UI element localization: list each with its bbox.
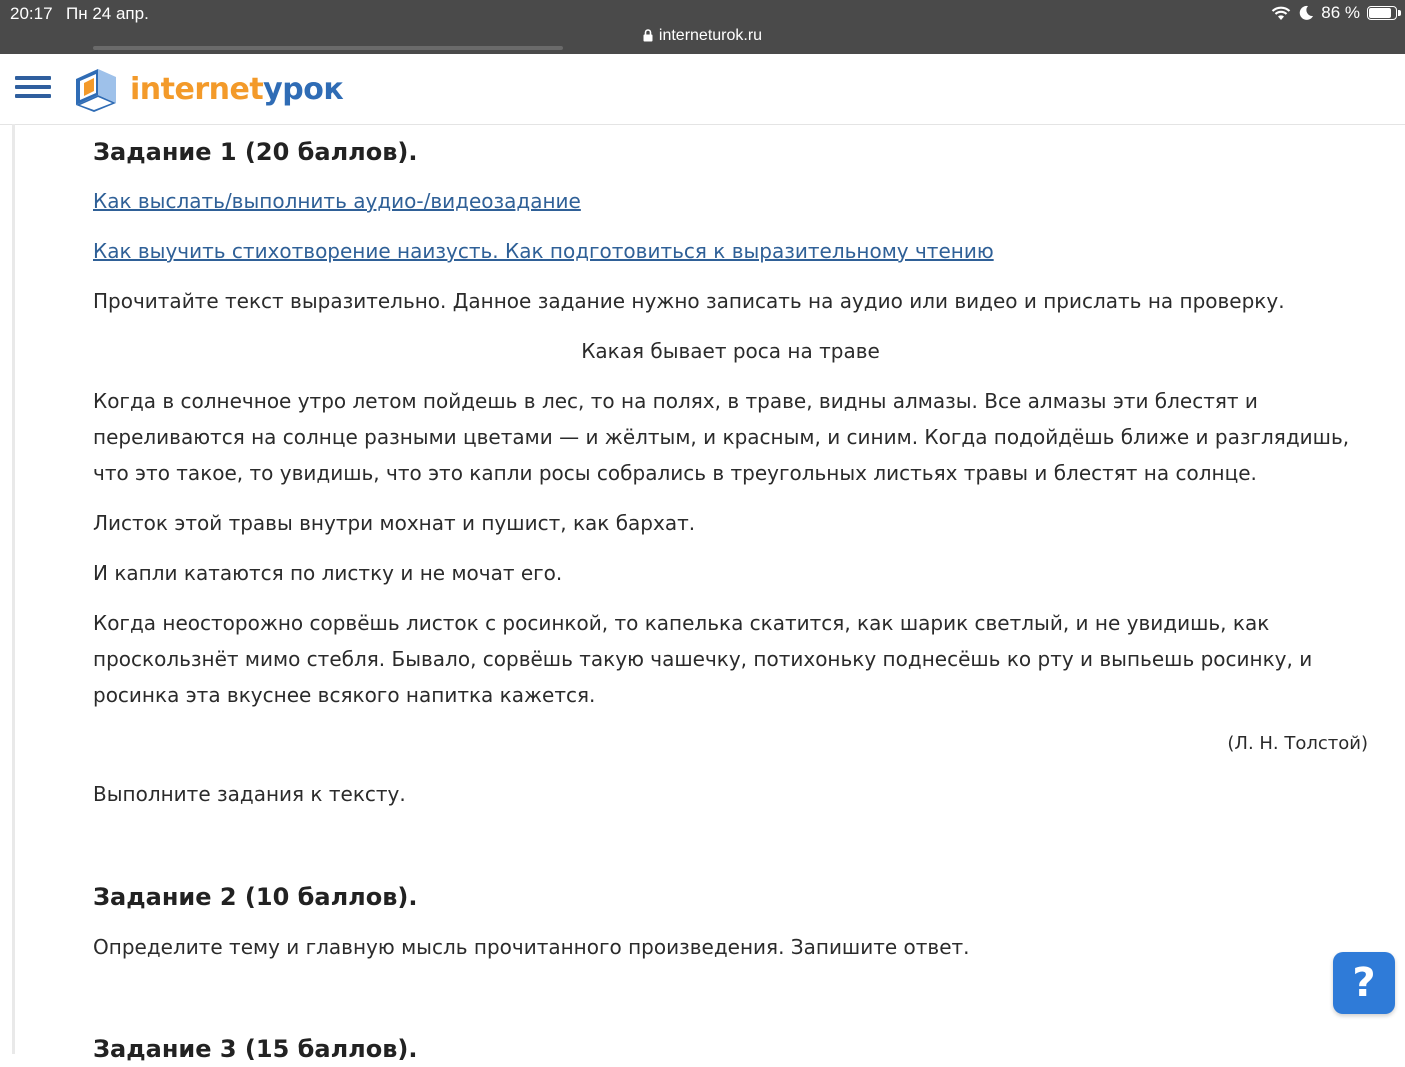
audio-video-task-link[interactable]: Как выслать/выполнить аудио-/видеозадание (93, 189, 581, 213)
site-header (0, 54, 1405, 125)
battery-icon (1367, 6, 1397, 20)
site-logo[interactable] (72, 64, 343, 114)
tasks-instruction: Выполните задания к тексту. (93, 782, 406, 806)
status-indicators (1271, 3, 1397, 23)
author: (Л. Н. Толстой) (1227, 733, 1368, 754)
battery-level (1369, 8, 1391, 18)
battery-percent: 86 % (1321, 3, 1360, 22)
paragraph-1: Когда в солнечное утро летом пойдешь в лес, то на полях, в траве, видны алмазы. Все алмазы эти блестят и переливаются на солнце разными цветами — и жёлтым, и красным, и синим. Когда подойдёшь ближе и разглядишь, что это такое, то увидишь, что это капли росы собрались в треугольных листьях травы и блестят на солнце. (93, 389, 1350, 485)
book-logo-icon (72, 65, 120, 113)
task1-title: Задание 1 (20 баллов). (93, 138, 418, 166)
logo-text: internetурок (130, 71, 344, 107)
paragraph-3: И капли катаются по листку и не мочат его. (93, 561, 563, 585)
task2-text: Определите тему и главную мысль прочитанного произведения. Запишите ответ. (93, 935, 970, 959)
task1-instruction: Прочитайте текст выразительно. Данное задание нужно записать на аудио или видео и прислать на проверку. (93, 289, 1285, 313)
moon-icon (1298, 5, 1314, 21)
wifi-icon (1271, 6, 1291, 21)
text-title: Какая бывает роса на траве (581, 339, 880, 363)
status-time: 20:17 (10, 4, 53, 23)
menu-icon[interactable] (15, 76, 51, 102)
paragraph-2: Листок этой травы внутри мохнат и пушист, как бархат. (93, 511, 696, 535)
status-date: Пн 24 апр. (66, 4, 149, 23)
status-bar (0, 0, 1405, 54)
task2-title: Задание 2 (10 баллов). (93, 883, 418, 911)
url-text: interneturok.ru (658, 27, 763, 44)
memorize-poem-link[interactable]: Как выучить стихотворение наизусть. Как подготовиться к выразительному чтению (93, 239, 994, 263)
content-border (12, 124, 15, 1054)
help-button[interactable]: ? (1333, 952, 1395, 1014)
task3-title: Задание 3 (15 баллов). (93, 1035, 418, 1063)
paragraph-4: Когда неосторожно сорвёшь листок с росинкой, то капелька скатится, как шарик светлый, и не увидишь, как проскользнёт мимо стебля. Бывало, сорвёшь такую чашечку, потихоньку поднесёшь ко рту и выпьешь росинку, и росинка эта вкуснее всякого напитка кажется. (93, 611, 1313, 707)
scrolled-text-fragment (93, 40, 563, 50)
lock-icon (643, 29, 653, 42)
